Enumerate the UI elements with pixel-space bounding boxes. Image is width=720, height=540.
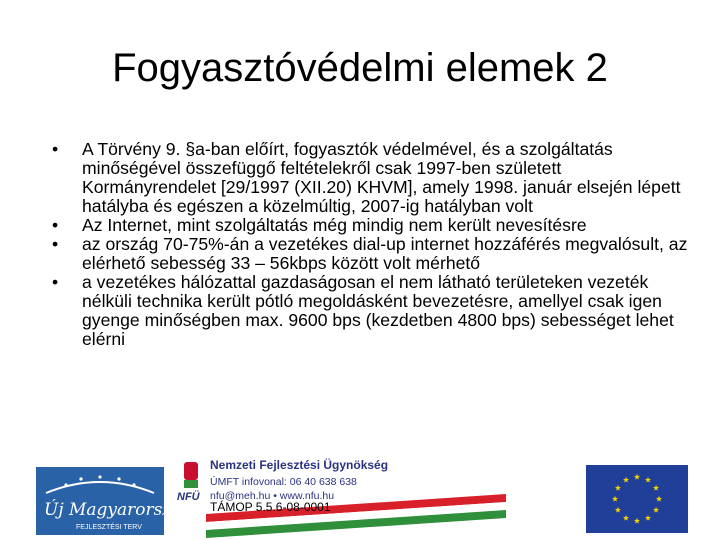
eu-flag-icon [586,465,688,533]
nfu-banner [176,456,506,540]
bullet-dot: • [52,272,59,292]
bullet-item [52,235,692,273]
nfu-title: Nemzeti Fejlesztési Ügynökség [210,458,389,472]
bullet-text: a vezetékes hálózattal gazdaságosan el nem látható területeken vezeték nélküli technika került pótló megoldásként bevezetésre, amellyel csak igen gyenge minőségben max. 9600 bps (kezdetben 4800 bps) sebességet lehet elérni [82,272,674,349]
bullet-text: Az Internet, mint szolgáltatás még mindig nem került nevesítésre [82,215,587,235]
bullet-item [52,140,692,216]
svg-text:FEJLESZTÉSI TERV: FEJLESZTÉSI TERV [76,524,142,531]
bullet-item [52,273,692,349]
nfu-contact-line: ÚMFT infovonal: 06 40 638 638 [210,476,357,488]
bullet-text: A Törvény 9. §a-ban előírt, fogyasztók védelmével, és a szolgáltatás minőségével összefüggő feltételekről csak 1997-ben született Kormányrendelet [29/1997 (XII.20) KHVM], amely 1998. január elsején lépett hatályba és egészen a közelmúltig, 2007-ig hatályban volt [82,139,681,216]
bullet-dot: • [52,234,59,254]
bullet-dot: • [52,215,59,235]
slide-title: Fogyasztóvédelmi elemek 2 [112,46,608,90]
svg-text:Új Magyarország: Új Magyarország [44,500,193,520]
bullet-dot: • [52,139,59,159]
nfu-web-line: nfu@meh.hu • www.nfu.hu [210,490,335,502]
bullet-list [52,140,692,349]
program-code: TÁMOP 5.5.6-08-0001 [210,500,331,514]
bullet-item [52,216,692,235]
bullet-text: az ország 70-75%-án a vezetékes dial-up internet hozzáférés megvalósult, az elérhető sebesség 33 – 56kbps között volt mérhető [82,234,688,273]
svg-text:NFÜ: NFÜ [177,491,200,503]
